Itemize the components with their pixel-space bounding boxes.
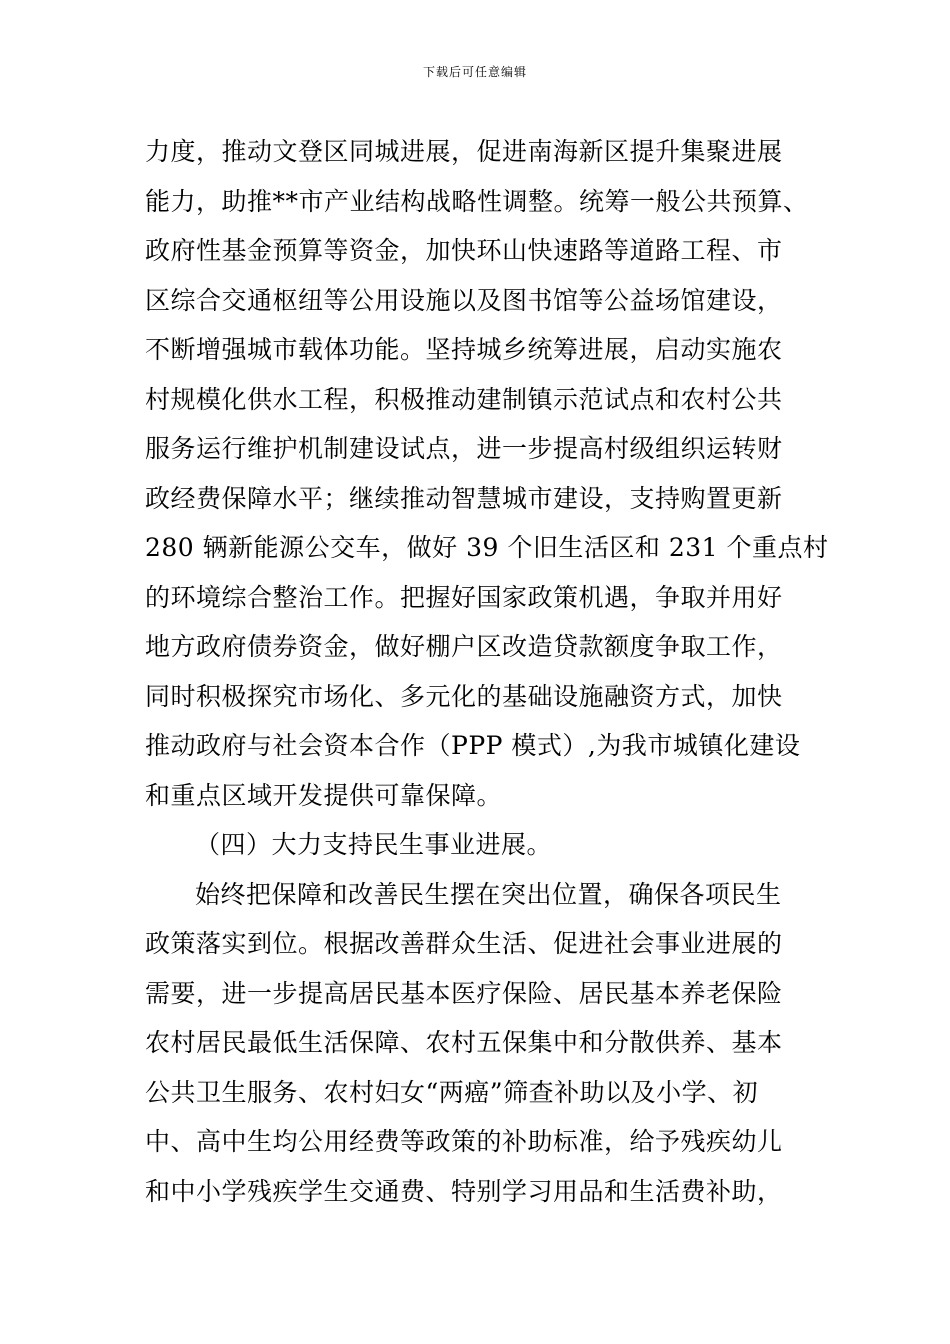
document-body [145, 127, 835, 1216]
text-line: 能力，助推**市产业结构战略性调整。统筹一般公共预算、 [145, 186, 809, 216]
page-header: 下载后可任意编辑 [422, 65, 527, 79]
text-line: 需要，进一步提高居民基本医疗保险、居民基本养老保险 [145, 978, 783, 1008]
text-line: 区综合交通枢纽等公用设施以及图书馆等公益场馆建设， [145, 285, 783, 315]
text-line: 和中小学残疾学生交通费、特别学习用品和生活费补助， [145, 1176, 783, 1206]
text-line: 力度，推动文登区同城进展，促进南海新区提升集聚进展 [145, 137, 783, 166]
text-line: 政经费保障水平；继续推动智慧城市建设，支持购置更新 [145, 483, 783, 513]
text-line: 政府性基金预算等资金，加快环山快速路等道路工程、市 [145, 236, 783, 265]
text-line: 村规模化供水工程，积极推动建制镇示范试点和农村公共 [145, 384, 783, 414]
text-line: 公共卫生服务、农村妇女“两癌”筛查补助以及小学、初 [145, 1077, 759, 1107]
text-line: 推动政府与社会资本合作（PPP 模式）,为我市城镇化建设 [145, 731, 801, 760]
paragraph-first-line: 始终把保障和改善民生摆在突出位置，确保各项民生 [195, 879, 782, 909]
text-line: 280 辆新能源公交车，做好 39 个旧生活区和 231 个重点村 [145, 533, 829, 562]
text-line: 中、高中生均公用经费等政策的补助标准，给予残疾幼儿 [145, 1127, 783, 1156]
section-heading: （四）大力支持民生事业进展。 [195, 830, 553, 859]
text-line: 同时积极探究市场化、多元化的基础设施融资方式，加快 [145, 681, 783, 711]
text-line: 地方政府债券资金，做好棚户区改造贷款额度争取工作， [145, 632, 783, 661]
text-line: 服务运行维护机制建设试点，进一步提高村级组织运转财 [145, 434, 783, 463]
text-line: 不断增强城市载体功能。坚持城乡统筹进展，启动实施农 [145, 335, 783, 364]
text-line: 政策落实到位。根据改善群众生活、促进社会事业进展的 [145, 929, 783, 958]
text-line: 农村居民最低生活保障、农村五保集中和分散供养、基本 [145, 1028, 783, 1057]
text-line: 的环境综合整治工作。把握好国家政策机遇，争取并用好 [145, 582, 783, 612]
text-line: 和重点区域开发提供可靠保障。 [145, 780, 503, 810]
